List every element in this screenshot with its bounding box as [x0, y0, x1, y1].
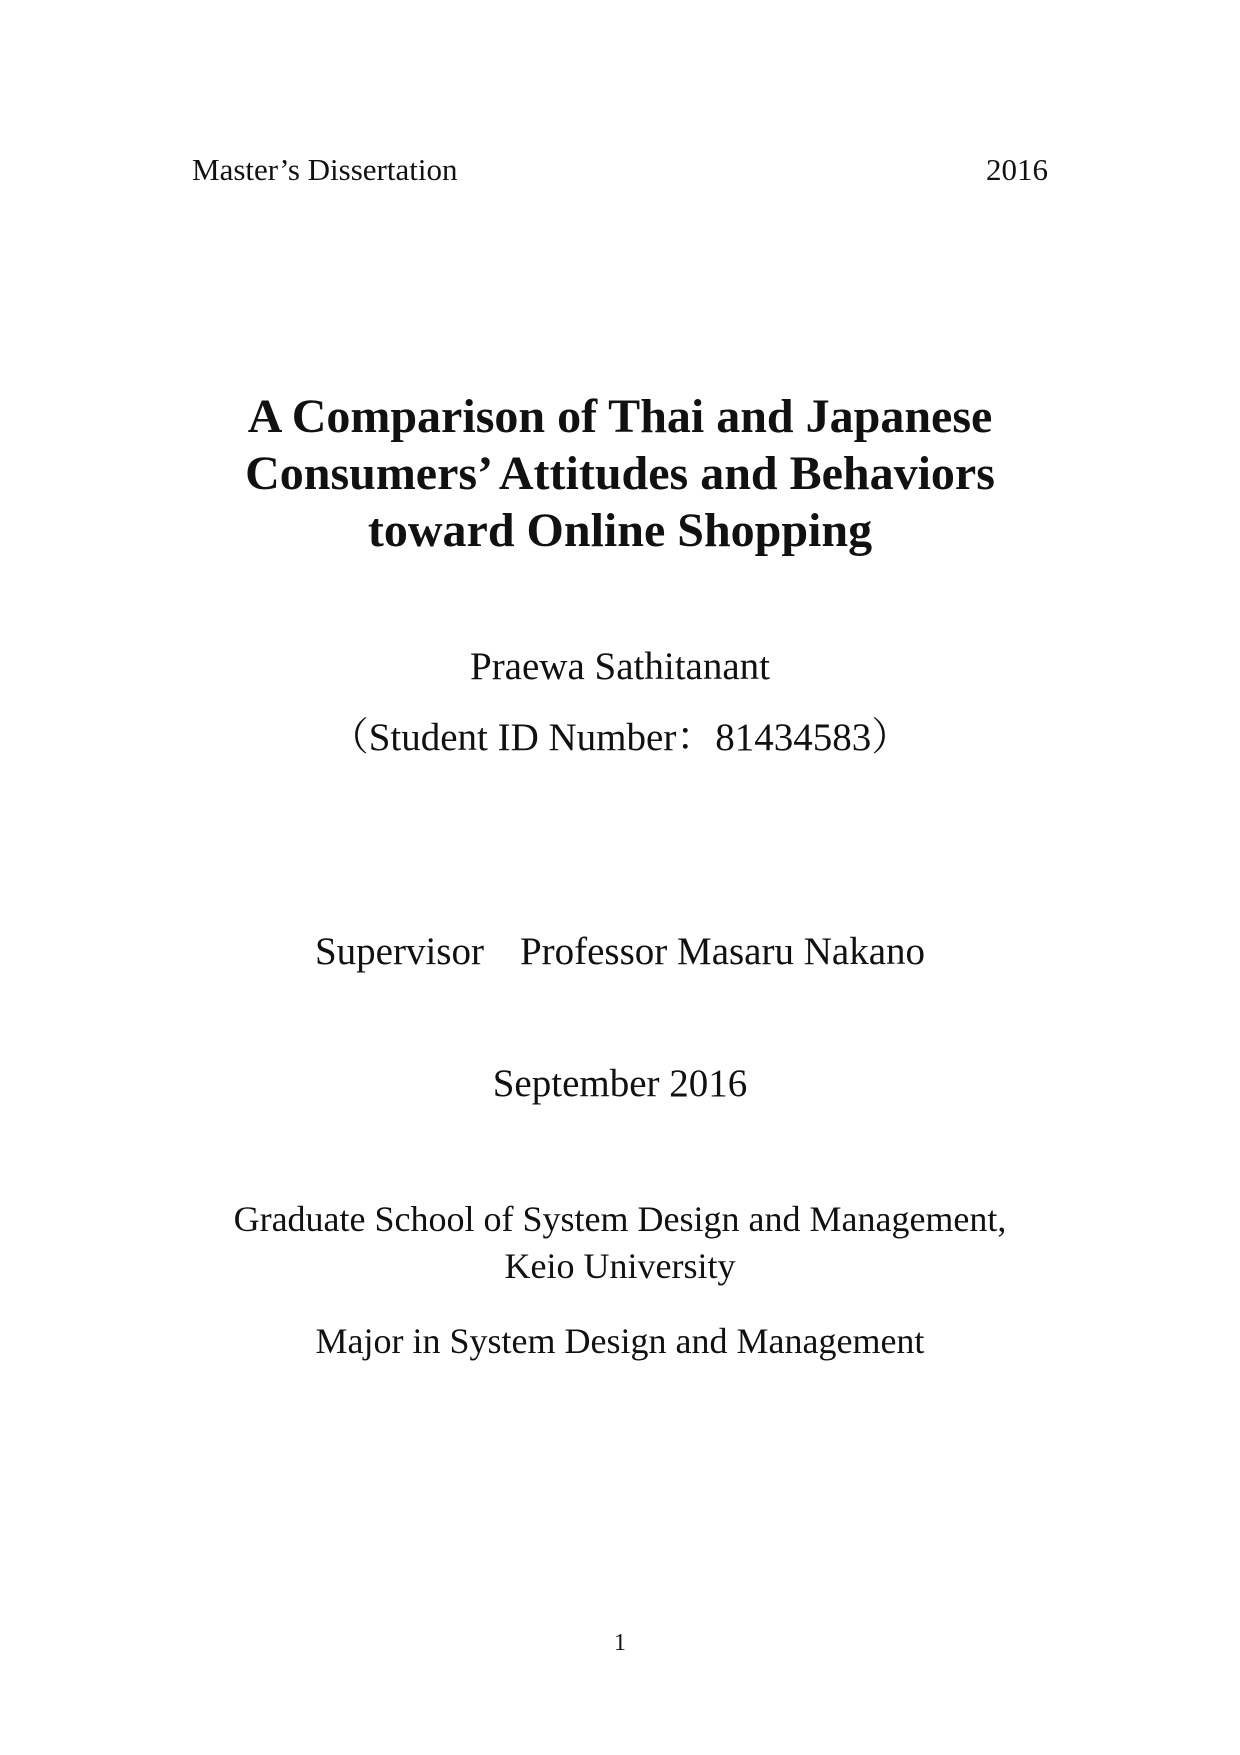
title-line-1: A Comparison of Thai and Japanese — [247, 390, 993, 443]
supervisor-line — [0, 928, 1240, 976]
university-name: Keio University — [504, 1246, 736, 1286]
institution-block — [0, 1196, 1240, 1290]
submission-date: September 2016 — [492, 1062, 748, 1105]
school-name: Graduate School of System Design and Management, — [233, 1199, 1007, 1239]
supervisor-label: Supervisor — [314, 930, 484, 973]
author-name: Praewa Sathitanant — [470, 645, 770, 688]
title-line-2: Consumers’ Attitudes and Behaviors — [245, 447, 995, 500]
major-name: Major in System Design and Management — [315, 1321, 925, 1361]
supervisor-name: Professor Masaru Nakano — [519, 930, 926, 973]
dissertation-title — [0, 388, 1240, 559]
student-id-line: （Student ID Number：81434583） — [329, 716, 911, 759]
page-number: 1 — [614, 1630, 626, 1656]
title-line-3: toward Online Shopping — [367, 504, 873, 557]
header-year: 2016 — [986, 152, 1048, 187]
document-type-label: Master’s Dissertation — [192, 152, 458, 187]
